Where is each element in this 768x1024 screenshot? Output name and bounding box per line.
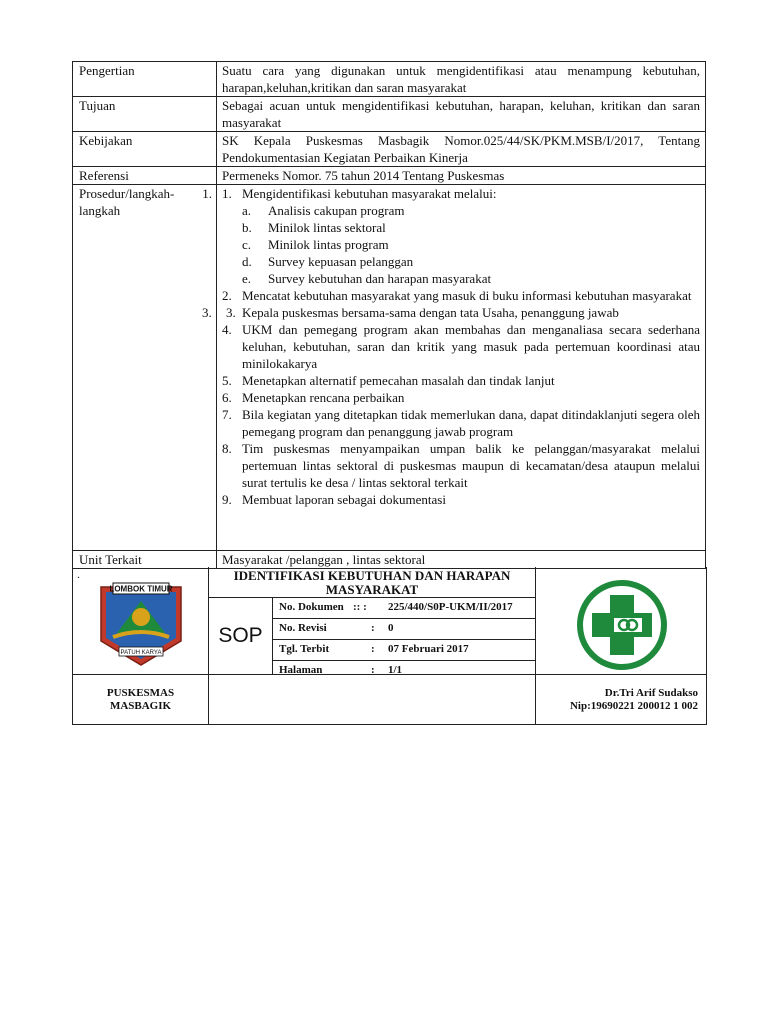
meta-sep: : [371, 664, 375, 676]
label-kebijakan: Kebijakan [73, 132, 217, 167]
substep-letter: a. [242, 203, 252, 218]
header-row [73, 567, 707, 675]
row-referensi [73, 167, 706, 185]
step-8-text: Tim puskesmas menyampaikan umpan balik ke pelanggan/masyarakat melalui pertemuan lintas sektoral di puskesmas maupun di kecamatan/desa ataupun melalui surat tertulis ke desa / lintas sektoral terkait [242, 441, 700, 490]
substep-d [222, 253, 700, 270]
step-4-text: UKM dan pemegang program akan membahas dan menganaliasa secara sederhana keluhan, kebutuhan, saran dan kritik yang masuk pada pertemuan koordinasi atau minilokakarya [242, 322, 700, 371]
stray-dot: . [77, 567, 80, 581]
step-8-number: 8. [222, 441, 232, 456]
empty-signature-area [209, 675, 536, 725]
label-unit-terkait: Unit Terkait [73, 551, 217, 569]
step-1-sublist [222, 202, 700, 287]
substep-letter: c. [242, 237, 252, 252]
step-5-number: 5. [222, 373, 232, 388]
org-name [73, 687, 208, 713]
meta-sep: :: : [353, 601, 367, 613]
step-3-text: Kepala puskesmas bersama-sama dengan tata Usaha, penanggung jawab [242, 305, 619, 320]
substep-b [222, 219, 700, 236]
text-unit-terkait: Masyarakat /pelanggan , lintas sektoral [217, 551, 706, 569]
meta-row-tglterbit [273, 639, 535, 660]
step-3-number: 3. [226, 305, 236, 320]
label-referensi: Referensi [73, 167, 217, 185]
step-2-text: Mencatat kebutuhan masyarakat yang masuk di buku informasi kebutuhan masyarakat [242, 288, 692, 303]
org-cell [73, 675, 209, 725]
text-referensi: Permeneks Nomor. 75 tahun 2014 Tentang Puskesmas [217, 167, 706, 185]
substep-text: Minilok lintas program [268, 237, 389, 252]
label-prosedur-number: 1. [202, 186, 212, 201]
step-3-outer-number: 3. [202, 305, 212, 320]
step-8 [222, 440, 700, 491]
substep-letter: d. [242, 254, 252, 269]
meta-row-nodokumen [273, 597, 535, 618]
meta-label: Tgl. Terbit [279, 643, 330, 655]
substep-letter: b. [242, 220, 252, 235]
step-5-text: Menetapkan alternatif pemecahan masalah dan tindak lanjut [242, 373, 555, 388]
step-7-text: Bila kegiatan yang ditetapkan tidak memerlukan dana, dapat ditindaklanjuti segera oleh pemegang program dan penanggung jawab program [242, 407, 700, 439]
step-4 [222, 321, 700, 372]
logo-motto-text: PATUH KARYA [120, 650, 162, 656]
org-line-1: PUSKESMAS [106, 686, 175, 699]
org-line-2: MASBAGIK [109, 699, 172, 712]
meta-sep: : [371, 643, 375, 655]
footer-row [73, 675, 707, 725]
lombok-timur-logo-icon [95, 581, 187, 667]
step-1-number: 1. [222, 186, 232, 201]
steps-list [202, 185, 700, 508]
meta-row-halaman [273, 660, 535, 676]
step-1-text: Mengidentifikasi kebutuhan masyarakat melalui: [242, 186, 497, 201]
substep-text: Survey kepuasan pelanggan [268, 254, 414, 269]
meta-value: 1/1 [388, 664, 403, 676]
meta-value: 225/440/S0P-UKM/II/2017 [388, 601, 513, 613]
substep-c [222, 236, 700, 253]
step-1 [222, 185, 700, 287]
row-pengertian [73, 62, 706, 97]
text-tujuan: Sebagai acuan untuk mengidentifikasi kebutuhan, harapan, keluhan, kritikan dan saran masyarakat [217, 97, 706, 132]
step-9-text: Membuat laporan sebagai dokumentasi [242, 492, 446, 507]
puskesmas-cross-logo-icon [572, 580, 672, 670]
step-7-number: 7. [222, 407, 232, 422]
substep-text: Analisis cakupan program [268, 203, 405, 218]
health-logo-cell [536, 567, 707, 675]
step-5 [222, 372, 700, 389]
district-logo-cell [73, 567, 209, 675]
text-kebijakan: SK Kepala Puskesmas Masbagik Nomor.025/44/SK/PKM.MSB/I/2017, Tentang Pendokumentasian Kegiatan Perbaikan Kinerja [217, 132, 706, 167]
label-tujuan: Tujuan [73, 97, 217, 132]
substep-text: Minilok lintas sektoral [268, 220, 386, 235]
step-4-number: 4. [222, 322, 232, 337]
label-pengertian: Pengertian [73, 62, 217, 97]
signer-nip: Nip:19690221 200012 1 002 [569, 699, 698, 712]
step-9-number: 9. [222, 492, 232, 507]
step-6 [222, 389, 700, 406]
step-7 [222, 406, 700, 440]
step-6-text: Menetapkan rencana perbaikan [242, 390, 405, 405]
sop-label: SOP [218, 624, 263, 647]
title-and-meta-cell [209, 567, 536, 675]
step-3 [202, 304, 700, 321]
step-9 [222, 491, 700, 508]
meta-value: 0 [388, 622, 394, 634]
substep-a [222, 202, 700, 219]
step-2-number: 2. [222, 288, 232, 303]
meta-label: Halaman [279, 664, 323, 676]
row-prosedur [73, 185, 706, 551]
procedure-table [72, 61, 706, 569]
meta-value: 07 Februari 2017 [388, 643, 469, 655]
substep-letter: e. [242, 271, 252, 286]
meta-label: No. Revisi [279, 622, 327, 634]
sop-header-table [72, 567, 707, 725]
row-kebijakan [73, 132, 706, 167]
substep-text: Survey kebutuhan dan harapan masyarakat [268, 271, 492, 286]
label-prosedur: Prosedur/langkah-langkah [79, 186, 175, 218]
signer-block [536, 687, 706, 713]
prosedur-steps [202, 185, 706, 551]
document-meta [273, 597, 535, 674]
row-tujuan [73, 97, 706, 132]
label-prosedur-cell [73, 185, 217, 551]
meta-label: No. Dokumen [279, 601, 344, 613]
logo-banner-text: LOMBOK TIMUR [109, 584, 173, 594]
row-unit-terkait [73, 551, 706, 569]
step-6-number: 6. [222, 390, 232, 405]
signer-cell [536, 675, 707, 725]
meta-sep: : [371, 622, 375, 634]
step-2 [222, 287, 700, 304]
meta-row-norevisi [273, 618, 535, 639]
sop-title: IDENTIFIKASI KEBUTUHAN DAN HARAPAN MASYARAKAT [233, 568, 511, 597]
signer-name: Dr.Tri Arif Sudakso [604, 686, 698, 699]
sop-label-cell [209, 597, 273, 674]
text-pengertian: Suatu cara yang digunakan untuk mengidentifikasi atau menampung kebutuhan, harapan,keluhan,kritikan dan saran masyarakat [217, 62, 706, 97]
sop-body [72, 61, 706, 569]
substep-e [222, 270, 700, 287]
